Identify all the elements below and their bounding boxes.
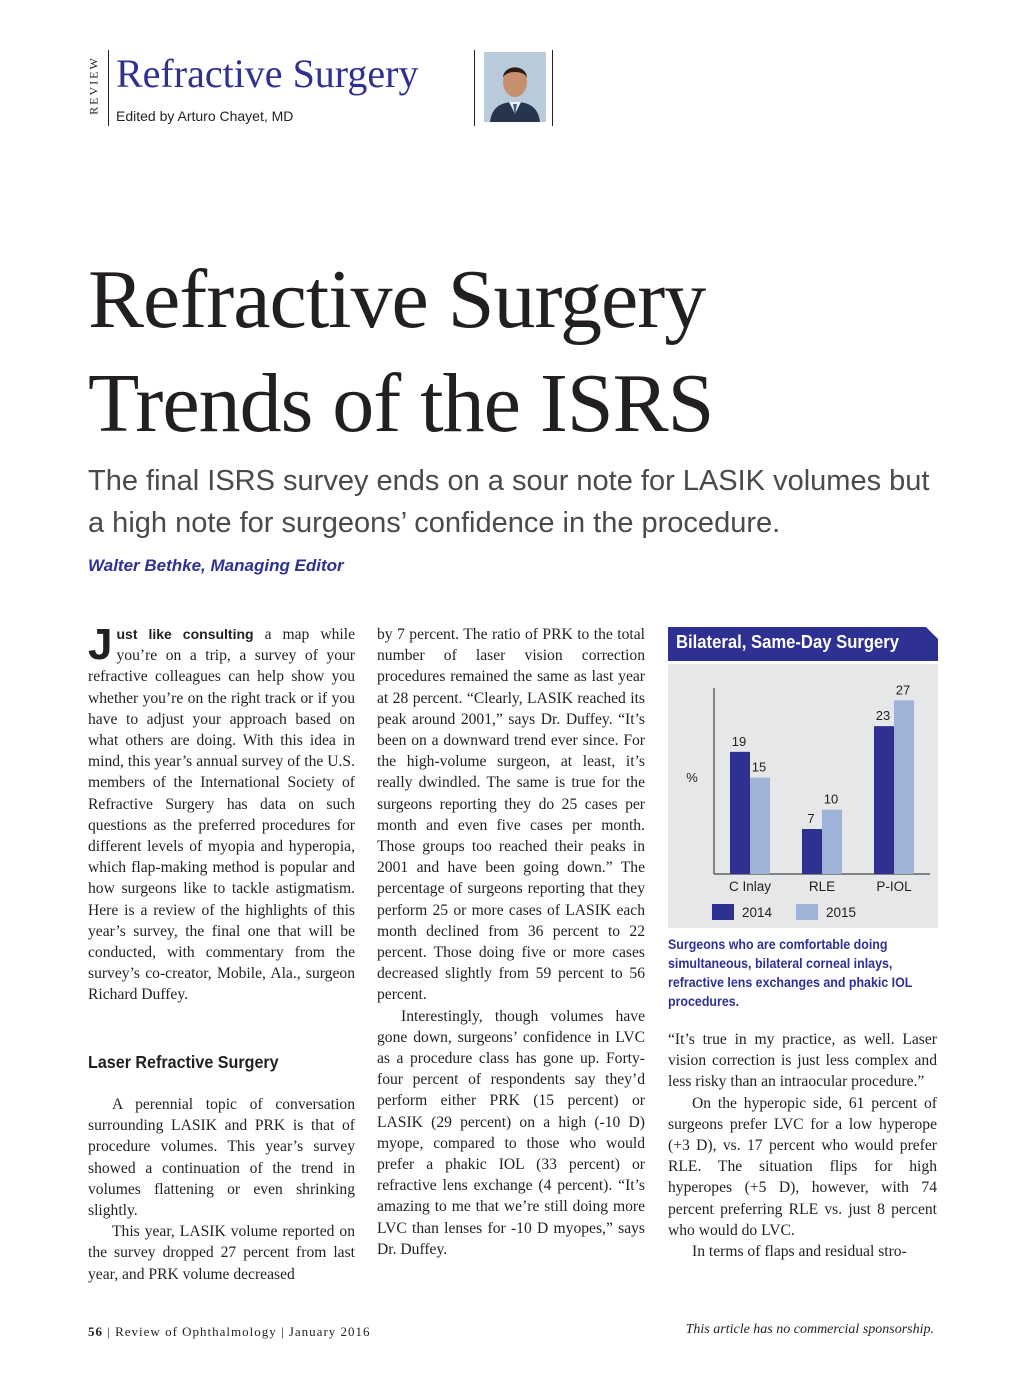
body-column-1 [88, 620, 355, 1006]
data-label: 19 [731, 733, 747, 749]
bar-2015-rle [822, 810, 842, 874]
section-label: REVIEW [86, 56, 101, 115]
data-label: 27 [895, 682, 911, 698]
paragraph: a map while you’re on a trip, a survey of your refractive colleagues can help show you whether you’re on the right track or if you have to adjust your approach based on what others are doing. With this idea in mind, this year’s annual survey of the U.S. members of the International Society of Refractive Surgery has data on such questions as the preferred procedures for different levels of myopia and hyperopia, which flap-making method is popular and how surgeons like to tackle astigmatism. Here is a review of the highlights of this year’s survey, the final one that will be conducted, with commentary from the survey’s co-creator, Mobile, Ala., surgeon Richard Duffey. [88, 626, 355, 1004]
bar-2015-c-inlay [750, 778, 770, 874]
legend-swatch-2015 [796, 904, 818, 920]
lead-in: ust like consulting [116, 626, 254, 642]
bar-2014-rle [802, 829, 822, 874]
editor-credit: Edited by Arturo Chayet, MD [116, 108, 294, 124]
x-tick-label: C Inlay [728, 879, 772, 894]
paragraph: by 7 percent. The ratio of PRK to the total number of laser vision correction procedures remained the same as last year at 28 percent. “Clearly, LASIK reached its peak around 2001,” says Dr. Duffey. “It’s been on a downward trend ever since. For the high-volume surgeon, at least, it’s really dwindled. The same is true for the surgeons reporting they do 25 cases per month and even five cases per month. Those groups too reached their peaks in 2001 and have been going down.” The percentage of surgeons reporting that they perform 25 or more cases of LASIK each month declined from 36 percent to 22 percent. Those doing five or more cases decreased slightly from 59 percent to 56 percent. [377, 626, 645, 1004]
article-deck: The final ISRS survey ends on a sour note for LASIK volumes but a high note for surgeons’ confidence in the procedure. [88, 465, 930, 539]
paragraph: On the hyperopic side, 61 percent of surgeons prefer LVC for a low hyperope (+3 D), vs. 17 percent who would prefer RLE. The situation flips for high hyperopes (+5 D), however, with 74 percent preferring RLE vs. just 8 percent who would do LVC. [668, 1094, 937, 1239]
header-divider [108, 50, 109, 126]
byline: Walter Bethke, Managing Editor [88, 556, 344, 575]
department-title: Refractive Surgery [116, 51, 419, 96]
page-number: 56 [88, 1324, 103, 1339]
article-title: Refractive Surgery Trends of the ISRS [88, 253, 714, 450]
legend-label: 2015 [826, 905, 857, 920]
body-column-3 [668, 1029, 937, 1262]
paragraph: In terms of flaps and residual stro- [692, 1243, 907, 1261]
section-subhead: Laser Refractive Surgery [88, 1052, 279, 1072]
bar-2014-c-inlay [730, 752, 750, 874]
paragraph: This year, LASIK volume reported on the survey dropped 27 percent from last year, and PRK volume decreased [88, 1223, 355, 1283]
publication-line: | Review of Ophthalmology | January 2016 [107, 1324, 371, 1339]
legend-swatch-2014 [712, 904, 734, 920]
body-column-1-continued [88, 1094, 355, 1285]
drop-cap: J [88, 620, 113, 669]
legend-label: 2014 [742, 905, 773, 920]
paragraph: Interestingly, though volumes have gone down, surgeons’ confidence in LVC as a procedure class has gone up. Forty-four percent of respondents say they’d perform either PRK (15 percent) or LASIK (29 percent) on a high (-10 D) myope, compared to those who would prefer a phakic IOL (33 percent) or refractive lens exchange (4 percent). “It’s amazing to me that we’re still doing more LVC than lenses for -10 D myopes,” says Dr. Duffey. [377, 1007, 645, 1258]
paragraph: A perennial topic of conversation surrounding LASIK and PRK is that of procedure volumes. This year’s survey showed a continuation of the trend in volumes flattening or even shrinking slightly. [88, 1096, 355, 1220]
data-label: 23 [875, 708, 891, 724]
paragraph: “It’s true in my practice, as well. Laser vision correction is just less complex and less risky than an intraocular procedure.” [668, 1031, 937, 1091]
bar-chart [668, 664, 938, 928]
x-tick-label: RLE [808, 879, 836, 894]
sponsorship-note: This article has no commercial sponsorship. [685, 1322, 934, 1337]
y-axis-label: % [686, 770, 698, 785]
editor-photo [484, 52, 546, 122]
bar-2014-p-iol [874, 726, 894, 874]
header-divider-2 [474, 50, 475, 126]
chart-caption: Surgeons who are comfortable doing simultaneous, bilateral corneal inlays, refractive lens exchanges and phakic IOL procedures. [668, 937, 913, 1009]
data-label: 15 [751, 759, 767, 775]
chart-title: Bilateral, Same-Day Surgery [676, 631, 900, 652]
data-label: 7 [807, 811, 815, 826]
data-label: 10 [823, 791, 839, 807]
bar-2015-p-iol [894, 700, 914, 874]
folio [88, 1324, 371, 1340]
header-divider-3 [552, 50, 553, 126]
body-column-2 [377, 624, 645, 1260]
x-tick-label: P-IOL [876, 879, 912, 894]
